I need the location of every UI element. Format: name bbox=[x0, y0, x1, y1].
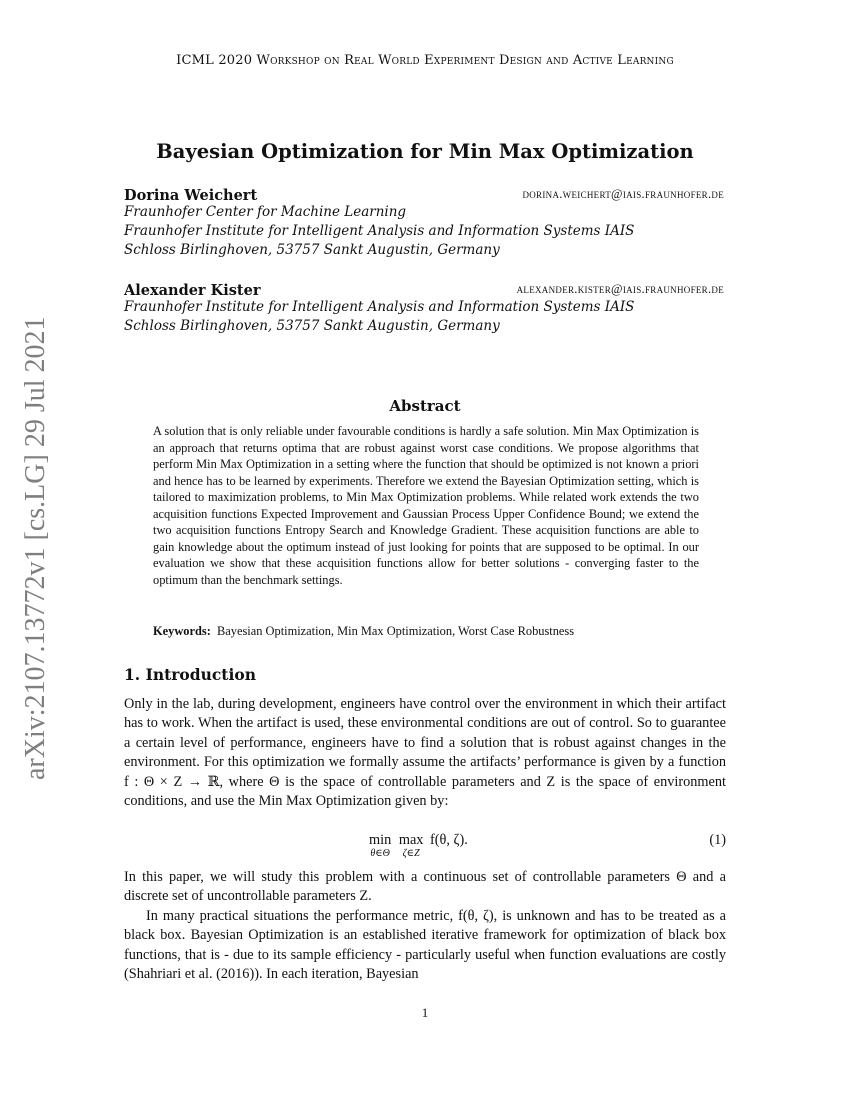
author-email-2[interactable]: alexander.kister@iais.fraunhofer.de bbox=[516, 282, 724, 296]
equation-max-operator: max ζ∈Z bbox=[398, 832, 424, 859]
abstract-heading: Abstract bbox=[389, 397, 461, 415]
abstract-text: A solution that is only reliable under favourable conditions is hardly a safe solution. Min Max Optimization is an approach that returns optima that are robust against worst case conditions. We propose algorithms that perform Min Max Optimization in a setting where the function that should be optimized is not known a priori and hence has to be learned by experiments. Therefore we extend the Bayesian Optimization setting, which is tailored to maximization problems, to Min Max Optimization problems. While related work extends the two acquisition functions Expected Improvement and Gaussian Process Upper Confidence Bound; we extend the two acquisition functions Entropy Search and Knowledge Gradient. These acquisition functions are able to gain knowledge about the optimum instead of just looking for points that are supposed to be optimal. In our evaluation we show that these acquisition functions allow for better solutions - converging faster to the optimum than the benchmark settings. bbox=[153, 424, 699, 587]
arxiv-stamp: arXiv:2107.13772v1 [cs.LG] 29 Jul 2021 bbox=[20, 316, 51, 780]
intro-paragraph-2: In this paper, we will study this problem with a continuous set of controllable parameters Θ and a discrete set of uncontrollable parameters Z. bbox=[124, 869, 726, 905]
affiliation-line: Schloss Birlinghoven, 53757 Sankt Augustin, Germany bbox=[124, 242, 500, 258]
keywords-list: Bayesian Optimization, Min Max Optimization, Worst Case Robustness bbox=[217, 624, 575, 638]
author-name-2: Alexander Kister bbox=[124, 282, 261, 299]
author-name-1: Dorina Weichert bbox=[124, 187, 258, 204]
keywords bbox=[153, 624, 699, 639]
equation-1 bbox=[124, 832, 726, 862]
author-affiliations-1 bbox=[124, 203, 634, 260]
intro-paragraph-1: Only in the lab, during development, engineers have control over the environment in which their artifact has to work. When the artifact is used, these environmental conditions are out of control. So to guarantee a certain level of performance, engineers have to find a solution that is robust against changes in the environment. For this optimization we formally assume the artifacts’ performance is given by a function f : Θ × Z → ℝ, where Θ is the space of controllable parameters and Z is the space of environment conditions, and use the Min Max Optimization given by: bbox=[124, 696, 726, 810]
venue-header: ICML 2020 Workshop on Real World Experiment Design and Active Learning bbox=[176, 53, 674, 68]
affiliation-line: Fraunhofer Institute for Intelligent Analysis and Information Systems IAIS bbox=[124, 299, 635, 315]
equation-min-operator: min θ∈Θ bbox=[369, 832, 392, 859]
affiliation-line: Fraunhofer Institute for Intelligent Analysis and Information Systems IAIS bbox=[124, 223, 635, 239]
affiliation-line: Schloss Birlinghoven, 53757 Sankt Augustin, Germany bbox=[124, 318, 500, 334]
equation-number: (1) bbox=[709, 832, 726, 848]
affiliation-line: Fraunhofer Center for Machine Learning bbox=[124, 204, 407, 220]
keywords-label: Keywords: bbox=[153, 624, 211, 638]
equation-body: f(θ, ζ). bbox=[430, 832, 468, 848]
page-number: 1 bbox=[421, 1005, 429, 1020]
intro-paragraph-3: In many practical situations the performance metric, f(θ, ζ), is unknown and has to be treated as a black box. Bayesian Optimization is an established iterative framework for optimization of black box functions, that is - due to its sample efficiency - particularly useful when function evaluations are costly (Shahriari et al. (2016)). In each iteration, Bayesian bbox=[124, 908, 726, 983]
paper-title: Bayesian Optimization for Min Max Optimization bbox=[156, 140, 694, 163]
section-heading-introduction: 1. Introduction bbox=[124, 665, 256, 684]
author-affiliations-2 bbox=[124, 298, 634, 336]
author-email-1[interactable]: dorina.weichert@iais.fraunhofer.de bbox=[522, 187, 724, 201]
